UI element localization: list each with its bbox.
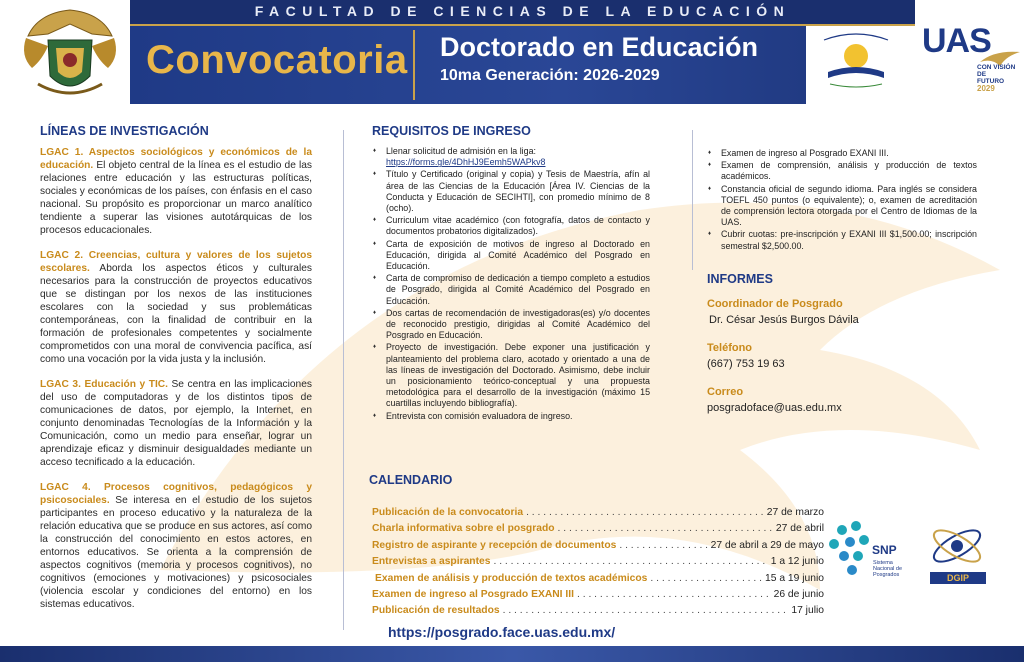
leader-dots: [493, 554, 767, 570]
face-logo: [818, 32, 894, 92]
phone-label: Teléfono: [707, 341, 753, 354]
snp-sub-line: Posgrados: [873, 572, 900, 578]
leader-dots: [503, 603, 789, 619]
lgac-item: [40, 378, 312, 469]
requisitos-section: [372, 124, 650, 423]
lgac-item: [40, 146, 312, 237]
lgac-body: El objeto central de la línea es el estudio de las relaciones entre educación y las estructuras políticas, sociales y económicas de los países, con énfasis en el caso nacional. Su propósito es proporcionar un marco analítico tendiente a superar las visiones autotárquicas de los procesos educacionales.: [40, 160, 312, 236]
lgac-heading: LGAC 4. Procesos cognitivos, pedagógicos y psicosociales.: [40, 482, 312, 506]
leader-dots: [577, 587, 771, 603]
footer-bar: [0, 646, 1024, 662]
requisitos-title: REQUISITOS DE INGRESO: [372, 124, 531, 138]
lgac-body: Se interesa en el estudio de los sujetos participantes en proceso educativo y la naturaleza de la relación educativa que se produce en sus actores, así como la construcción del conocimiento en estos actores, en entornos educativos. Se orienta a la comprensión de aspectos cognitivos (memoria y procesos cognitivos), no cognitivos (emociones y motivaciones) y psicosociales (violencia escolar y condiciones del entorno) en los sistemas educativos.: [40, 495, 312, 610]
convocatoria-title: Convocatoria: [146, 38, 408, 82]
uas-year: 2029: [977, 84, 995, 93]
leader-dots: [619, 538, 707, 554]
calendar-event: Publicación de la convocatoria: [372, 507, 524, 518]
list-item: ♦ Carta de compromiso de dedicación a tiempo completo a estudios de Posgrado, dirigida al Comité Académico del Posgrado en Educación.: [372, 273, 650, 307]
lgac-body: Se centra en las implicaciones del uso de computadoras y de los distintos tipos de comunicaciones de datos, por ejemplo, la Internet, en conjunto denominadas Tecnologías de la Información y la Comunicación, como un medio para enseñar, lograr un aprendizaje eficaz y disminuir desigualdades mediante un acceso tecnificado a la educación.: [40, 379, 312, 468]
calendar-row: [372, 571, 824, 587]
column-separator-1: [343, 130, 344, 630]
program-title: Doctorado en Educación: [440, 32, 759, 62]
list-item: ♦ Examen de ingreso al Posgrado EXANI III.: [707, 148, 977, 159]
calendar-event: Charla informativa sobre el posgrado: [372, 523, 555, 535]
uas-tagline-line-2: FUTURO: [977, 78, 1005, 85]
calendar-date: 15 a 19 junio: [765, 572, 824, 584]
snp-logo-subtitle: [873, 560, 902, 578]
calendar-row: [372, 538, 824, 554]
calendar-event: Entrevistas a aspirantes: [372, 556, 491, 568]
header: [0, 0, 1024, 106]
coordinator-label: Coordinador de Posgrado: [707, 297, 843, 310]
snp-sub-line: Sistema: [873, 560, 893, 566]
lineas-section: [40, 124, 312, 623]
calendar-event: Publicación de resultados: [372, 605, 500, 617]
leader-dots: [558, 521, 773, 537]
uas-tagline-line-1: CON VISIÓN DE: [977, 64, 1016, 78]
calendar-row: [372, 505, 824, 521]
lgac-heading: LGAC 3. Educación y TIC.: [40, 379, 168, 390]
informes-section: [707, 148, 977, 414]
lgac-item: [40, 249, 312, 366]
calendar-date: 26 de junio: [773, 589, 824, 601]
lgac-heading: LGAC 2. Creencias, cultura y valores de los sujetos escolares.: [40, 250, 312, 274]
list-item: ♦ Dos cartas de recomendación de investigadoras(es) y/o docentes de reconocido prestigio, dirigidas al Comité Académico del Posgrado en Educación.: [372, 308, 650, 342]
leader-dots: [526, 505, 764, 521]
list-item: ♦ Examen de comprensión, análisis y producción de textos académicos.: [707, 160, 977, 182]
list-item: ♦ Carta de exposición de motivos de ingreso al Doctorado en Educación, dirigida al Comité Académico del Posgrado en Educación.: [372, 239, 650, 273]
requisitos-list-continued: [707, 148, 977, 252]
list-item: ♦ Título y Certificado (original y copia) y Tesis de Maestría, afín al área de las Ciencias de la Educación [Área IV. Ciencias de la Conducta y Educación de SECIHTI], con promedio mínimo de 8 (ocho).: [372, 169, 650, 214]
calendar-row: [372, 554, 824, 570]
coordinator-name: Dr. César Jesús Burgos Dávila: [709, 313, 859, 326]
calendar-date: 27 de abril a 29 de mayo: [710, 539, 824, 551]
list-item: ♦ Cubrir cuotas: pre-inscripción y EXANI III $1,500.00; inscripción semestral $2,500.00.: [707, 229, 977, 251]
snp-sub-line: Nacional de: [873, 566, 903, 572]
list-item: [372, 146, 650, 168]
list-item: ♦ Constancia oficial de segundo idioma. Para inglés se considera TOEFL 450 puntos (o equivalente); o, examen de acreditación de comprensión lectora otorgada por el Centro de Idiomas de la UAS.: [707, 184, 977, 229]
lgac-item: [40, 481, 312, 611]
calendar-event: Examen de ingreso al Posgrado EXANI III: [372, 589, 574, 601]
lineas-title: LÍNEAS DE INVESTIGACIÓN: [40, 124, 209, 138]
calendar-date: 27 de abril: [775, 523, 824, 535]
faculty-name: FACULTAD DE CIENCIAS DE LA EDUCACIÓN: [254, 3, 791, 19]
lgac-body: Aborda los aspectos éticos y culturales necesarios para la construcción de proyectos educativos que se distingan por los nexos de las instituciones escolares con la sociedad y sus problemáticas contemporáneas, con la finalidad de contribuir en la formación de profesionales competentes y socialmente comprometidos con una moral de convivencia pacífica, así como una vocación por la vida justa y la inclusión.: [40, 263, 312, 365]
calendar-row: [372, 603, 824, 619]
calendar-event: Registro de aspirante y recepción de documentos: [372, 539, 617, 551]
column-separator-2: [692, 130, 693, 270]
generation-subtitle: 10ma Generación: 2026-2029: [440, 67, 660, 84]
informes-title: INFORMES: [707, 271, 773, 286]
university-crest-logo: [18, 6, 122, 102]
leader-dots: [650, 571, 762, 587]
calendar-date: 1 a 12 junio: [770, 556, 824, 568]
admission-form-link[interactable]: https://forms.gle/4DhHJ9Eemh5WAPkv8: [386, 157, 546, 168]
calendario-table: [372, 505, 824, 620]
uas-logo-text: UAS: [922, 22, 991, 60]
email-value[interactable]: posgradoface@uas.edu.mx: [707, 401, 842, 414]
calendar-event: Examen de análisis y producción de textos académicos: [375, 572, 648, 584]
snp-logo-text: SNP: [872, 543, 897, 557]
email-label: Correo: [707, 385, 744, 398]
uas-tagline: [977, 64, 1024, 85]
requisitos-list: [372, 146, 650, 422]
calendar-date: 17 julio: [791, 605, 824, 617]
dgip-logo-text: DGIP: [930, 572, 986, 584]
list-item: ♦ Entrevista con comisión evaluadora de ingreso.: [372, 411, 650, 422]
calendar-row: [372, 521, 824, 537]
calendario-title: CALENDARIO: [369, 473, 453, 487]
posgrado-website-link[interactable]: https://posgrado.face.uas.edu.mx/: [388, 624, 616, 640]
calendar-row: [372, 587, 824, 603]
header-divider: [413, 30, 415, 100]
header-gold-line: [130, 24, 915, 26]
list-item: ♦ Proyecto de investigación. Debe exponer una justificación y planteamiento del problema claro, acotado y orientado a una de las líneas de investigación del Doctorado. Asimismo, debe incluir un posicionamiento teórico-conceptual y una propuesta metodológica para el desarrollo de la investigación (máximo 15 cuartillas incluyendo bibliografía).: [372, 342, 650, 409]
list-item: ♦ Curriculum vitae académico (con fotografía, datos de contacto y documentos probatorios digitalizados).: [372, 215, 650, 237]
phone-value[interactable]: (667) 753 19 63: [707, 357, 785, 370]
requisito-text: Llenar solicitud de admisión en la liga:: [386, 146, 536, 156]
lgac-heading: LGAC 1. Aspectos sociológicos y económicos de la educación.: [40, 147, 312, 171]
calendar-date: 27 de marzo: [766, 507, 824, 518]
